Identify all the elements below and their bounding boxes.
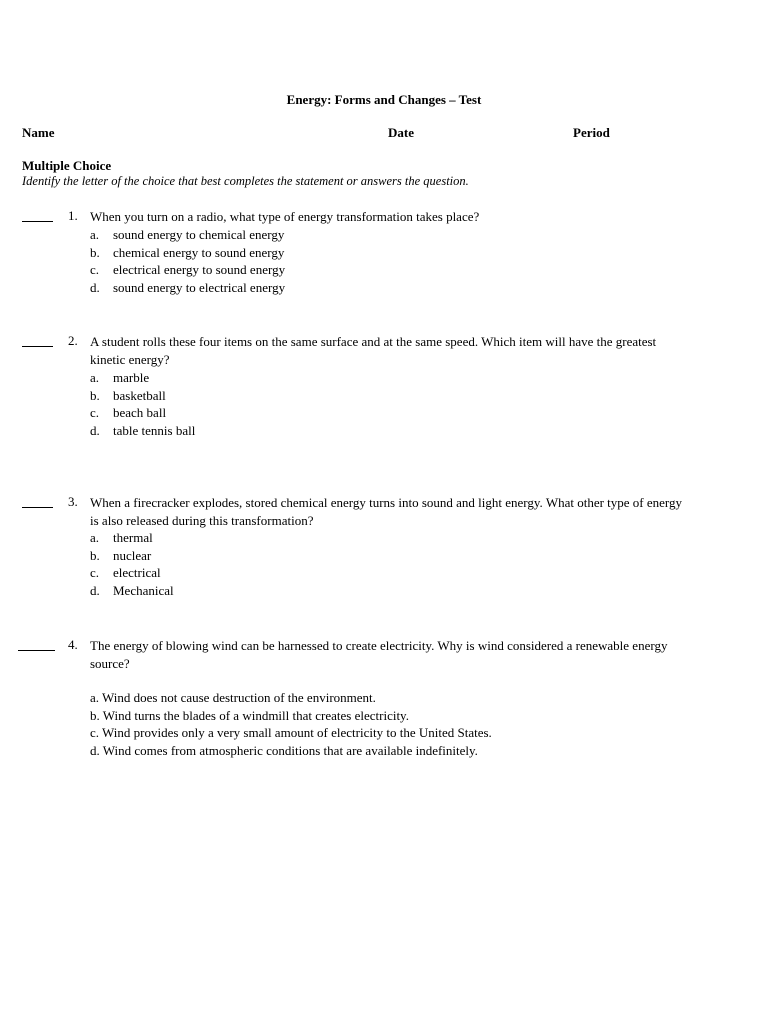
choice-letter: c. bbox=[90, 565, 100, 581]
choice-text: nuclear bbox=[113, 547, 152, 563]
answer-blank-1[interactable] bbox=[22, 221, 53, 222]
answer-blank-3[interactable] bbox=[22, 507, 53, 508]
choice-item: a. Wind does not cause destruction of the environment. bbox=[90, 690, 376, 705]
choice-list bbox=[90, 689, 492, 760]
question-number: 2. bbox=[68, 333, 78, 348]
choice-letter: b. bbox=[90, 387, 100, 403]
choice-text: Mechanical bbox=[113, 583, 174, 599]
choice-letter: c. bbox=[90, 262, 100, 278]
choice-text: electrical bbox=[113, 565, 161, 581]
choice-text: basketball bbox=[113, 387, 166, 403]
choice-text: thermal bbox=[113, 530, 153, 545]
choice-item: c. Wind provides only a very small amount of electricity to the United States. bbox=[90, 725, 492, 741]
question-text: A student rolls these four items on the same surface and at the same speed. Which item will have the greatest kinetic energy? bbox=[90, 334, 657, 367]
choice-letter: b. bbox=[90, 547, 100, 563]
choice-letter: a. bbox=[90, 227, 100, 242]
choice-text: chemical energy to sound energy bbox=[113, 244, 285, 260]
question-number: 4. bbox=[68, 637, 78, 652]
choice-letter: a. bbox=[90, 370, 100, 385]
choice-text: sound energy to chemical energy bbox=[113, 227, 285, 242]
choice-letter: c. bbox=[90, 405, 100, 421]
answer-blank-2[interactable] bbox=[22, 346, 53, 347]
test-title: Energy: Forms and Changes – Test bbox=[286, 92, 482, 107]
question-text: When you turn on a radio, what type of energy transformation takes place? bbox=[90, 209, 480, 224]
date-label: Date bbox=[388, 125, 414, 140]
section-instructions: Identify the letter of the choice that best completes the statement or answers the question. bbox=[22, 174, 469, 188]
choice-item: b. Wind turns the blades of a windmill that creates electricity. bbox=[90, 707, 409, 723]
question-text: The energy of blowing wind can be harnessed to create electricity. Why is wind considered a renewable energy source? bbox=[90, 638, 668, 671]
period-label: Period bbox=[573, 125, 610, 140]
choice-letter: d. bbox=[90, 280, 100, 296]
answer-blank-4[interactable] bbox=[18, 650, 55, 651]
choice-text: sound energy to electrical energy bbox=[113, 280, 286, 296]
question-number: 1. bbox=[68, 208, 78, 223]
choice-letter: a. bbox=[90, 530, 100, 545]
choice-text: table tennis ball bbox=[113, 423, 196, 439]
choice-item: d. Wind comes from atmospheric conditions that are available indefinitely. bbox=[90, 743, 478, 759]
choice-letter: d. bbox=[90, 423, 100, 439]
question-number: 3. bbox=[68, 494, 78, 509]
name-label: Name bbox=[22, 125, 55, 140]
choice-text: marble bbox=[113, 370, 150, 385]
choice-text: electrical energy to sound energy bbox=[113, 262, 286, 278]
section-title: Multiple Choice bbox=[22, 158, 112, 173]
question-text: When a firecracker explodes, stored chemical energy turns into sound and light energy. What other type of energy is also released during this transformation? bbox=[90, 495, 683, 528]
choice-text: beach ball bbox=[113, 405, 167, 421]
choice-letter: d. bbox=[90, 583, 100, 599]
choice-letter: b. bbox=[90, 244, 100, 260]
